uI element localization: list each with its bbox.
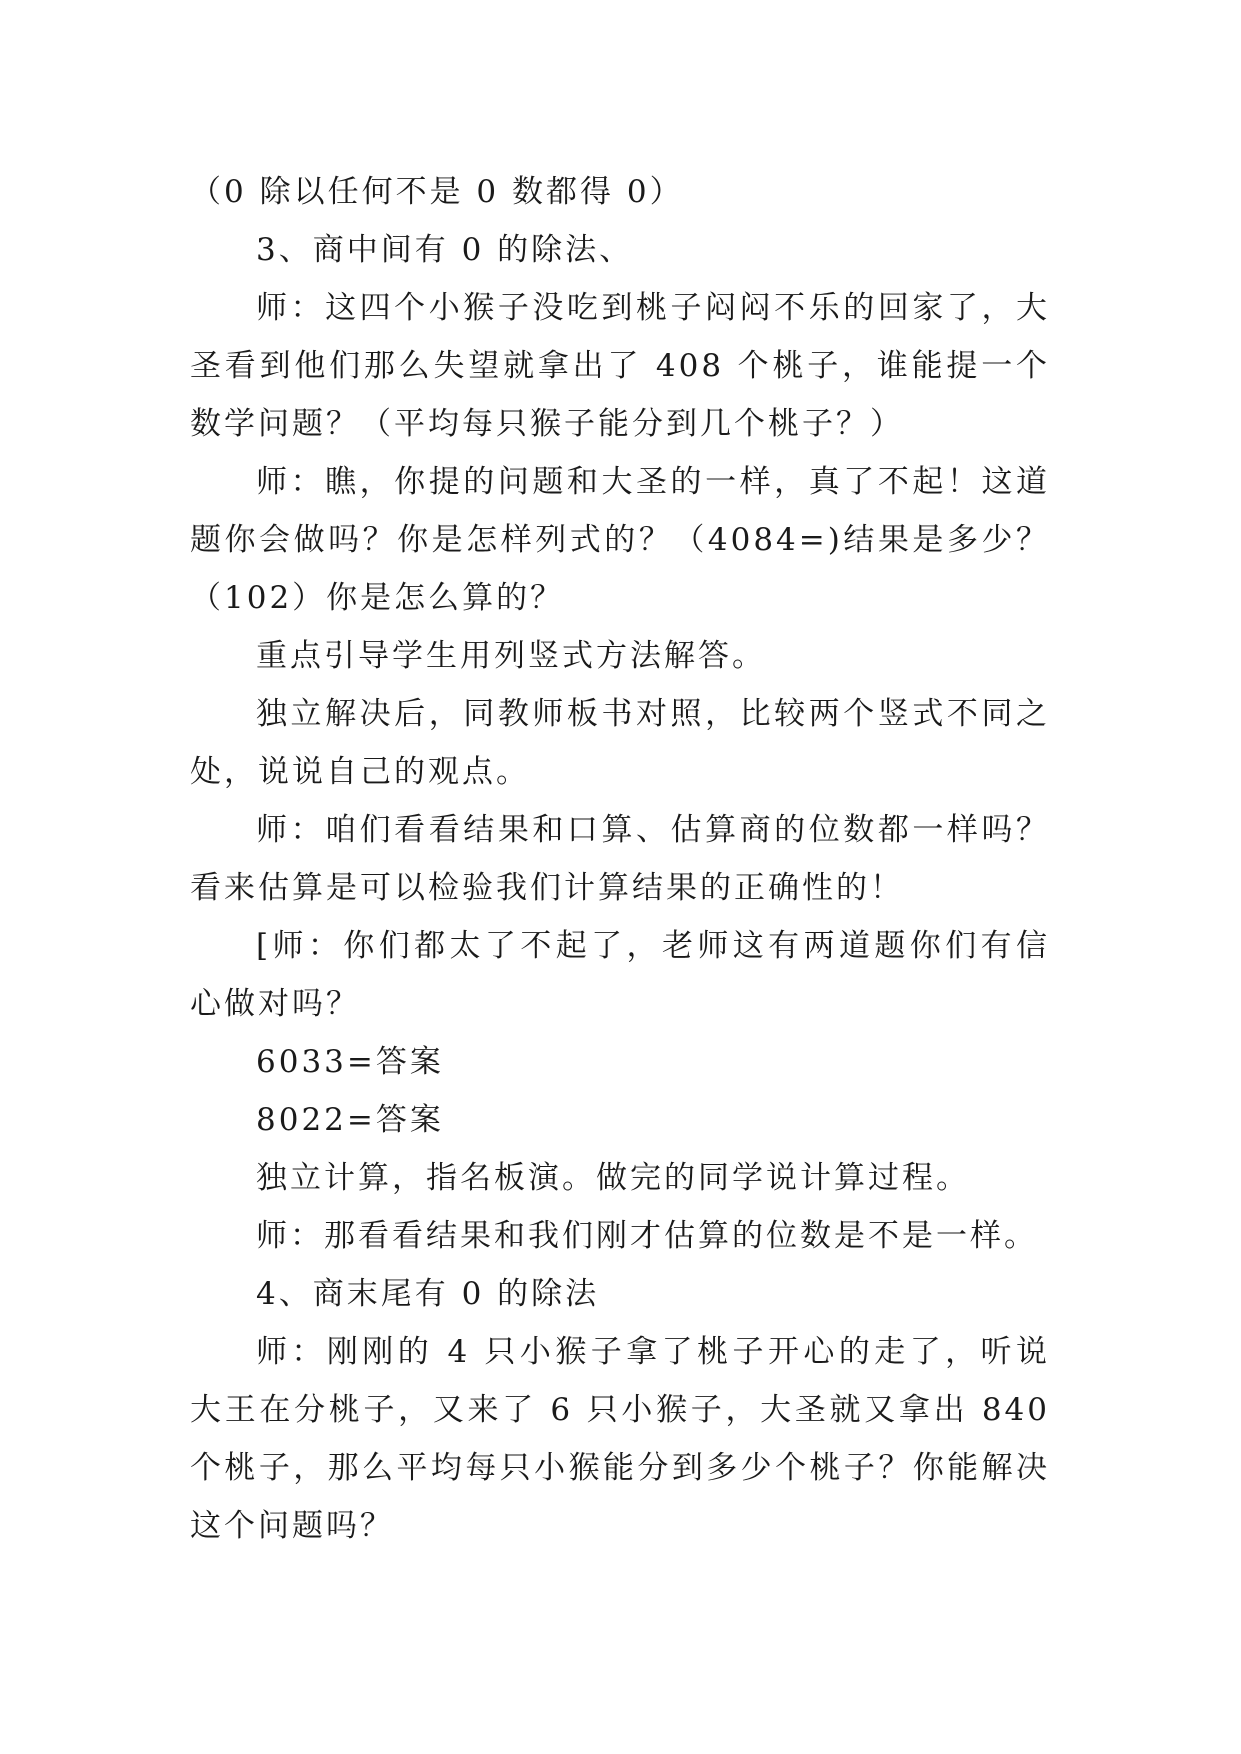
paragraph-teacher-840-peaches: 师：刚刚的 4 只小猴子拿了桃子开心的走了，听说大王在分桃子，又来了 6 只小猴子，大圣就又拿出 840 个桃子，那么平均每只小猴能分到多少个桃子？你能解决这个问题吗？ <box>190 1334 1050 1544</box>
heading-zero-in-middle-quotient: 3、商中间有 0 的除法、 <box>256 232 634 268</box>
paragraph-check-with-estimation: 师：咱们看看结果和口算、估算商的位数都一样吗？看来估算是可以检验我们计算结果的正确性的！ <box>190 812 1050 906</box>
paragraph-teacher-praise-question: 师：瞧，你提的问题和大圣的一样，真了不起！这道题你会做吗？你是怎样列式的？（4084=)结果是多少？（102）你是怎么算的？ <box>190 464 1050 616</box>
paragraph-compare-vertical-forms: 独立解决后，同教师板书对照，比较两个竖式不同之处，说说自己的观点。 <box>190 696 1050 790</box>
document-body <box>190 163 1050 1555</box>
practice-problem-2: 8022=答案 <box>256 1102 444 1138</box>
heading-zero-at-end-quotient: 4、商末尾有 0 的除法 <box>256 1276 600 1312</box>
paragraph-two-practice-problems: [师：你们都太了不起了，老师这有两道题你们有信心做对吗？ <box>190 928 1050 1022</box>
paragraph-teacher-408-peaches: 师：这四个小猴子没吃到桃子闷闷不乐的回家了，大圣看到他们那么失望就拿出了 408 个桃子，谁能提一个数学问题？（平均每只猴子能分到几个桃子？） <box>190 290 1050 442</box>
practice-problem-1: 6033=答案 <box>256 1044 444 1080</box>
paragraph-vertical-method-guidance: 重点引导学生用列竖式方法解答。 <box>256 638 766 674</box>
paragraph-compare-digits: 师：那看看结果和我们刚才估算的位数是不是一样。 <box>256 1218 1038 1254</box>
paragraph-zero-division-note: （0 除以任何不是 0 数都得 0） <box>190 174 684 210</box>
paragraph-independent-calculation: 独立计算，指名板演。做完的同学说计算过程。 <box>256 1160 970 1196</box>
